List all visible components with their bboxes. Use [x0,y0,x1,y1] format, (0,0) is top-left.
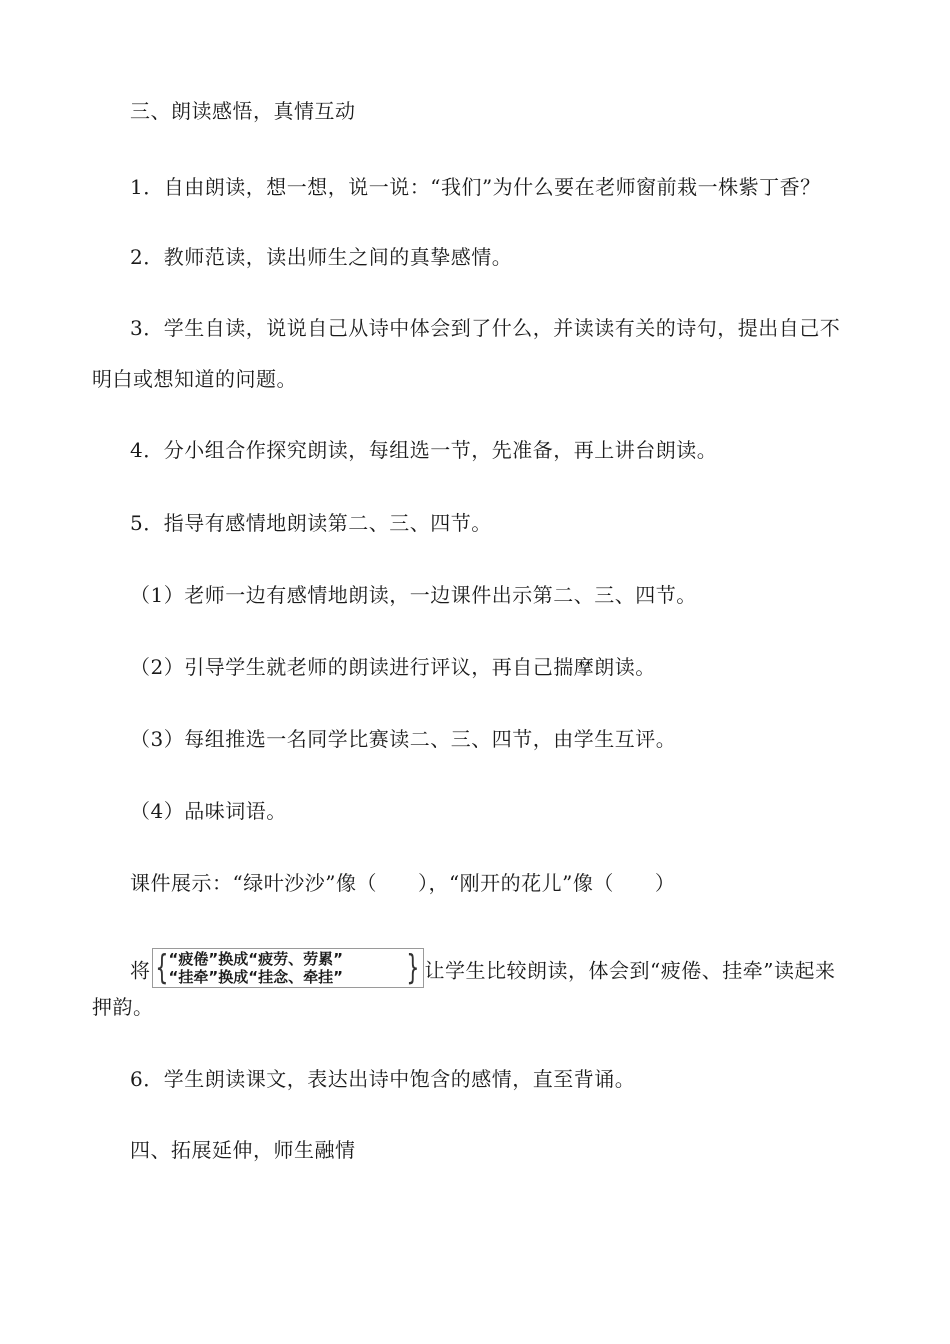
left-brace-icon: { [154,948,169,988]
item-2: 2．教师范读，读出师生之间的真挚感情。 [130,245,513,269]
right-brace-icon: } [406,948,421,988]
item-5: 5．指导有感情地朗读第二、三、四节。 [130,511,492,535]
replace-prefix: 将 [130,958,151,983]
sub-item-3: （3）每组推选一名同学比赛读二、三、四节，由学生互评。 [130,727,677,751]
section-three-heading: 三、朗读感悟，真情互动 [130,99,356,123]
replacement-row-2: “挂牵”换成“挂念、牵挂” [168,968,343,986]
sub-item-4: （4）品味词语。 [130,799,287,823]
replace-line-2: 押韵。 [92,995,154,1019]
sub-item-1: （1）老师一边有感情地朗读，一边课件出示第二、三、四节。 [130,583,697,607]
item-3-line-1: 3．学生自读，说说自己从诗中体会到了什么，并读读有关的诗句，提出自己不 [130,316,841,340]
item-6: 6．学生朗读课文，表达出诗中饱含的感情，直至背诵。 [130,1067,636,1091]
replace-line-1 [130,948,836,992]
item-4: 4．分小组合作探究朗读，每组选一节，先准备，再上讲台朗读。 [130,438,718,462]
item-3-line-2: 明白或想知道的问题。 [92,367,297,391]
word-replacement-box [152,948,424,988]
replacement-row-1: “疲倦”换成“疲劳、劳累” [168,950,343,968]
sub-item-2: （2）引导学生就老师的朗读进行评议，再自己揣摩朗读。 [130,655,656,679]
item-1: 1．自由朗读，想一想，说一说：“我们”为什么要在老师窗前栽一株紫丁香？ [130,175,821,199]
section-four-heading: 四、拓展延伸，师生融情 [130,1138,356,1162]
replace-suffix: 让学生比较朗读，体会到“疲倦、挂牵”读起来 [424,958,836,983]
courseware-line: 课件展示：“绿叶沙沙”像（ ），“刚开的花儿”像（ ） [130,871,676,895]
